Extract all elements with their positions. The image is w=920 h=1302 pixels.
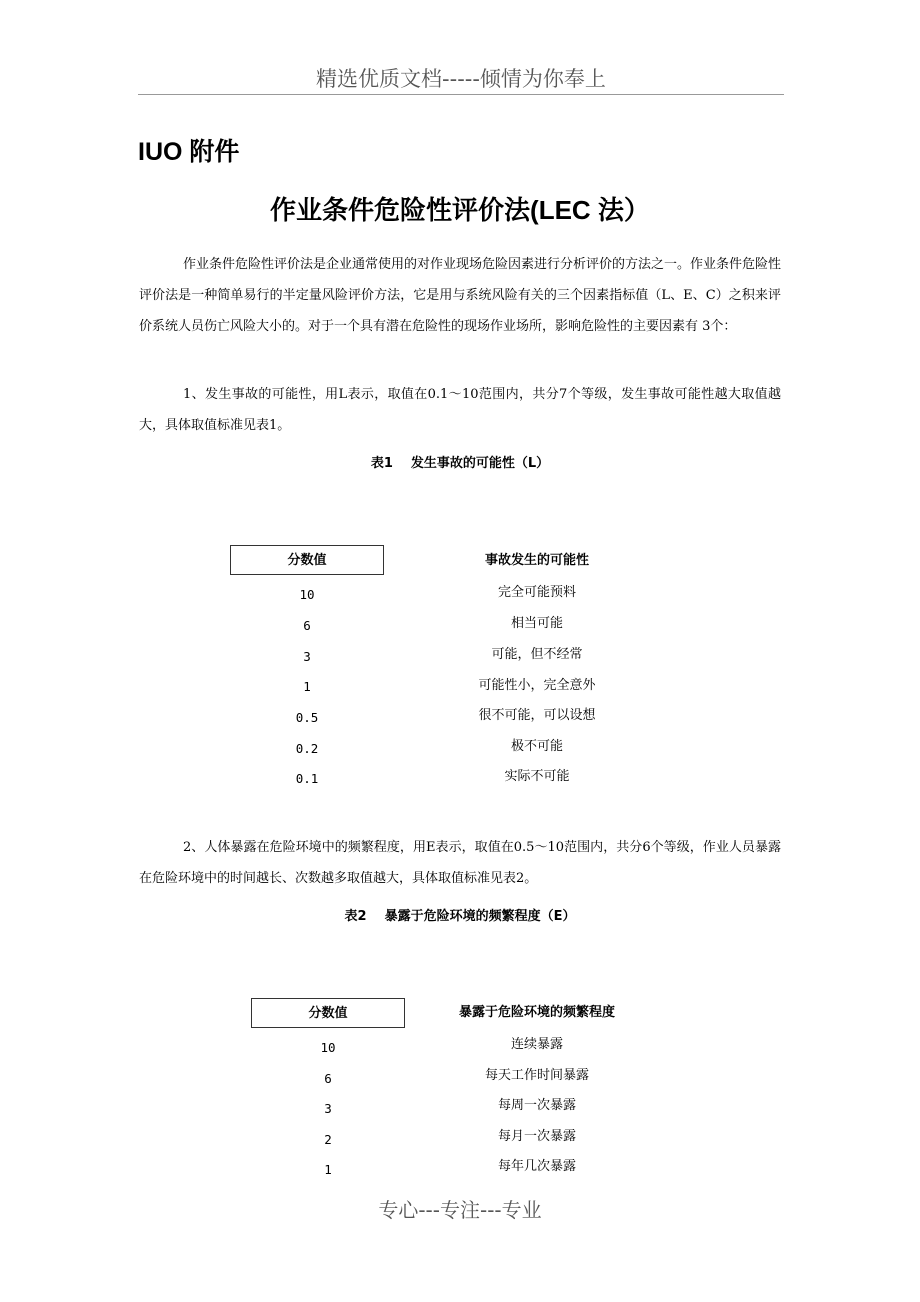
table1-caption xyxy=(0,452,920,471)
table1-score: 0.2 xyxy=(295,741,319,756)
table1-description: 很不可能，可以设想 xyxy=(478,708,596,723)
table1-score: 1 xyxy=(303,679,311,694)
document-title: 作业条件危险性评价法(LEC 法） xyxy=(270,195,650,225)
table1-score: 6 xyxy=(303,618,311,633)
table2-header-score: 分数值 xyxy=(251,998,405,1028)
table2-caption xyxy=(0,905,920,924)
table1-score: 3 xyxy=(303,649,311,664)
page-header: 精选优质文档-----倾情为你奉上 xyxy=(138,64,784,95)
table2-description: 每月一次暴露 xyxy=(497,1129,576,1144)
annex-label: IUO 附件 xyxy=(138,138,240,166)
intro-paragraph: 作业条件危险性评价法是企业通常使用的对作业现场危险因素进行分析评价的方法之一。作业条件危险性评价法是一种简单易行的半定量风险评价方法，它是用与系统风险有关的三个因素指标值（L、E、C）之积来评价系统人员伤亡风险大小的。对于一个具有潜在危险性的现场作业场所，影响危险性的主要因素有 3个： xyxy=(139,257,782,334)
page-footer: 专心---专注---专业 xyxy=(378,1198,542,1222)
table2-description: 连续暴露 xyxy=(510,1037,563,1052)
table2-description: 每年几次暴露 xyxy=(497,1159,576,1174)
table2-description: 每天工作时间暴露 xyxy=(484,1068,589,1083)
table1-description: 可能性小，完全意外 xyxy=(478,678,596,693)
table1-header-description: 事故发生的可能性 xyxy=(484,553,589,568)
table2-description: 每周一次暴露 xyxy=(497,1098,576,1113)
factor-l-paragraph: 1、发生事故的可能性，用L表示，取值在0.1～10范围内，共分7个等级，发生事故可能性越大取值越大，具体取值标准见表1。 xyxy=(139,387,781,433)
table1-score: 0.5 xyxy=(295,710,319,725)
table1-description: 完全可能预料 xyxy=(497,585,576,600)
table1-header-score: 分数值 xyxy=(230,545,384,575)
table2-score: 10 xyxy=(320,1040,336,1055)
table1-score: 0.1 xyxy=(295,771,319,786)
table1-caption-text: 发生事故的可能性（L） xyxy=(410,456,550,471)
table2-score: 2 xyxy=(324,1132,332,1147)
table2-score: 6 xyxy=(324,1071,332,1086)
factor-e-paragraph: 2、人体暴露在危险环境中的频繁程度，用E表示，取值在0.5～10范围内，共分6个等级，作业人员暴露在危险环境中的时间越长、次数越多取值越大，具体取值标准见表2。 xyxy=(139,840,781,886)
table1-description: 实际不可能 xyxy=(504,769,570,784)
table2-header-description: 暴露于危险环境的频繁程度 xyxy=(458,1005,615,1020)
table1-score: 10 xyxy=(299,587,315,602)
table1-description: 相当可能 xyxy=(510,616,563,631)
table2-score: 3 xyxy=(324,1101,332,1116)
table2-caption-text: 暴露于危险环境的频繁程度（E） xyxy=(384,909,576,924)
table1-description: 极不可能 xyxy=(510,739,563,754)
table2-caption-number: 表2 xyxy=(344,909,367,924)
table1-caption-number: 表1 xyxy=(370,456,393,471)
table2-score: 1 xyxy=(324,1162,332,1177)
table1-description: 可能，但不经常 xyxy=(491,647,583,662)
